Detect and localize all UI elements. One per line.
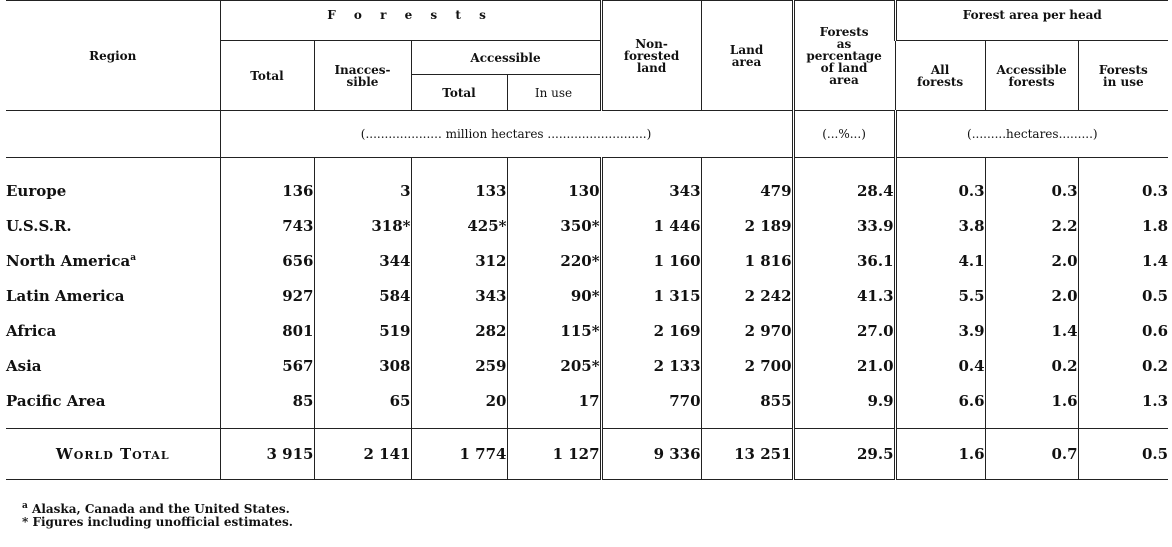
region-name: Asia bbox=[6, 357, 42, 375]
value-cell: 36.1 bbox=[793, 244, 895, 279]
region-header-label: Region bbox=[89, 48, 137, 63]
value-cell: 220* bbox=[507, 244, 601, 279]
total-value-cell: 9 336 bbox=[601, 429, 701, 480]
value-cell: 344 bbox=[314, 244, 411, 279]
non-forested-header bbox=[601, 1, 701, 111]
value-cell: 1.6 bbox=[985, 384, 1078, 419]
value-cell: 3.9 bbox=[895, 314, 985, 349]
value-cell: 743 bbox=[220, 209, 314, 244]
value-cell: 20 bbox=[411, 384, 507, 419]
value-cell: 927 bbox=[220, 279, 314, 314]
value-cell: 1 160 bbox=[601, 244, 701, 279]
non-forested-label: Non- forested land bbox=[623, 36, 680, 75]
value-cell: 350* bbox=[507, 209, 601, 244]
region-cell bbox=[6, 209, 220, 244]
total-value-cell: 1 774 bbox=[411, 429, 507, 480]
value-cell: 282 bbox=[411, 314, 507, 349]
accessible-group-header bbox=[411, 41, 601, 75]
forests-percentage-header bbox=[793, 1, 895, 111]
region-name: North America bbox=[6, 252, 131, 270]
value-cell: 4.1 bbox=[895, 244, 985, 279]
table-row bbox=[6, 314, 1168, 349]
value-cell: 0.3 bbox=[985, 174, 1078, 209]
world-total-label: World Total bbox=[55, 445, 170, 463]
units-million-hectares bbox=[220, 111, 793, 158]
value-cell: 28.4 bbox=[793, 174, 895, 209]
value-cell: 2 133 bbox=[601, 349, 701, 384]
value-cell: 41.3 bbox=[793, 279, 895, 314]
footnote-a bbox=[22, 500, 293, 516]
total-value-cell: 2 141 bbox=[314, 429, 411, 480]
value-cell: 855 bbox=[701, 384, 793, 419]
forest-table-container bbox=[6, 0, 1168, 480]
value-cell: 17 bbox=[507, 384, 601, 419]
table-row bbox=[6, 209, 1168, 244]
value-cell: 2 242 bbox=[701, 279, 793, 314]
accessible-in-use-header bbox=[507, 75, 601, 111]
table-row bbox=[6, 244, 1168, 279]
value-cell: 1.3 bbox=[1078, 384, 1168, 419]
footnote-marker: a bbox=[130, 253, 137, 263]
total-value-cell: 1.6 bbox=[895, 429, 985, 480]
per-head-group-header bbox=[895, 1, 1168, 41]
region-name: Africa bbox=[6, 322, 57, 340]
value-cell: 312 bbox=[411, 244, 507, 279]
value-cell: 65 bbox=[314, 384, 411, 419]
region-cell bbox=[6, 349, 220, 384]
value-cell: 6.6 bbox=[895, 384, 985, 419]
value-cell: 1 816 bbox=[701, 244, 793, 279]
forest-area-table bbox=[6, 0, 1168, 480]
units-hectares bbox=[895, 111, 1168, 158]
total-value-cell: 0.7 bbox=[985, 429, 1078, 480]
region-name: Europe bbox=[6, 182, 67, 200]
region-cell bbox=[6, 314, 220, 349]
region-cell bbox=[6, 279, 220, 314]
value-cell: 2.0 bbox=[985, 244, 1078, 279]
value-cell: 33.9 bbox=[793, 209, 895, 244]
value-cell: 656 bbox=[220, 244, 314, 279]
footnote-star bbox=[22, 516, 293, 529]
value-cell: 136 bbox=[220, 174, 314, 209]
total-header-label: Total bbox=[250, 68, 284, 83]
value-cell: 2 169 bbox=[601, 314, 701, 349]
forests-in-use-label: Forests in use bbox=[1098, 62, 1148, 89]
value-cell: 1.4 bbox=[1078, 244, 1168, 279]
value-cell: 567 bbox=[220, 349, 314, 384]
region-header bbox=[6, 1, 220, 111]
units-percent bbox=[793, 111, 895, 158]
world-total-row bbox=[6, 429, 1168, 480]
value-cell: 0.2 bbox=[1078, 349, 1168, 384]
value-cell: 2 700 bbox=[701, 349, 793, 384]
inaccessible-header bbox=[314, 41, 411, 111]
accessible-group-label: Accessible bbox=[470, 50, 541, 65]
value-cell: 9.9 bbox=[793, 384, 895, 419]
footnote-a-marker: a bbox=[22, 501, 28, 511]
value-cell: 519 bbox=[314, 314, 411, 349]
value-cell: 90* bbox=[507, 279, 601, 314]
region-name: U.S.S.R. bbox=[6, 217, 72, 235]
value-cell: 343 bbox=[411, 279, 507, 314]
value-cell: 133 bbox=[411, 174, 507, 209]
forests-in-use-header bbox=[1078, 41, 1168, 111]
value-cell: 801 bbox=[220, 314, 314, 349]
accessible-forests-header bbox=[985, 41, 1078, 111]
footnotes bbox=[22, 500, 293, 529]
forests-percentage-label: Forests as percentage of land area bbox=[806, 24, 882, 87]
footnote-star-text: * Figures including unofficial estimates. bbox=[22, 515, 293, 529]
total-value-cell: 1 127 bbox=[507, 429, 601, 480]
accessible-total-header bbox=[411, 75, 507, 111]
value-cell: 0.3 bbox=[895, 174, 985, 209]
value-cell: 1.4 bbox=[985, 314, 1078, 349]
land-area-label: Land area bbox=[729, 42, 764, 69]
value-cell: 0.5 bbox=[1078, 279, 1168, 314]
value-cell: 3.8 bbox=[895, 209, 985, 244]
value-cell: 2 189 bbox=[701, 209, 793, 244]
region-name: Pacific Area bbox=[6, 392, 106, 410]
value-cell: 27.0 bbox=[793, 314, 895, 349]
value-cell: 308 bbox=[314, 349, 411, 384]
value-cell: 0.3 bbox=[1078, 174, 1168, 209]
value-cell: 318* bbox=[314, 209, 411, 244]
value-cell: 2 970 bbox=[701, 314, 793, 349]
land-area-header bbox=[701, 1, 793, 111]
value-cell: 0.4 bbox=[895, 349, 985, 384]
value-cell: 343 bbox=[601, 174, 701, 209]
accessible-forests-label: Accessible forests bbox=[996, 62, 1067, 89]
value-cell: 1.8 bbox=[1078, 209, 1168, 244]
value-cell: 85 bbox=[220, 384, 314, 419]
units-region-cell bbox=[6, 111, 220, 158]
value-cell: 2.0 bbox=[985, 279, 1078, 314]
value-cell: 479 bbox=[701, 174, 793, 209]
table-row bbox=[6, 174, 1168, 209]
region-cell bbox=[6, 244, 220, 279]
accessible-total-label: Total bbox=[442, 85, 476, 100]
value-cell: 205* bbox=[507, 349, 601, 384]
total-value-cell: 29.5 bbox=[793, 429, 895, 480]
value-cell: 0.6 bbox=[1078, 314, 1168, 349]
accessible-in-use-label: In use bbox=[534, 85, 573, 100]
value-cell: 770 bbox=[601, 384, 701, 419]
value-cell: 1 446 bbox=[601, 209, 701, 244]
region-cell bbox=[6, 174, 220, 209]
table-row bbox=[6, 279, 1168, 314]
value-cell: 584 bbox=[314, 279, 411, 314]
units-hectares-label: (.........hectares.........) bbox=[967, 127, 1098, 141]
region-name: Latin America bbox=[6, 287, 125, 305]
total-value-cell: 0.5 bbox=[1078, 429, 1168, 480]
total-header bbox=[220, 41, 314, 111]
inaccessible-header-label: Inacces- sible bbox=[334, 62, 391, 89]
value-cell: 115* bbox=[507, 314, 601, 349]
units-percent-label: (...%...) bbox=[822, 127, 866, 141]
value-cell: 0.2 bbox=[985, 349, 1078, 384]
value-cell: 1 315 bbox=[601, 279, 701, 314]
value-cell: 3 bbox=[314, 174, 411, 209]
total-value-cell: 3 915 bbox=[220, 429, 314, 480]
table-row bbox=[6, 384, 1168, 419]
value-cell: 5.5 bbox=[895, 279, 985, 314]
value-cell: 130 bbox=[507, 174, 601, 209]
table-row bbox=[6, 349, 1168, 384]
all-forests-label: All forests bbox=[916, 62, 964, 89]
value-cell: 2.2 bbox=[985, 209, 1078, 244]
forests-group-label: F o r e s t s bbox=[327, 8, 493, 22]
value-cell: 259 bbox=[411, 349, 507, 384]
total-value-cell: 13 251 bbox=[701, 429, 793, 480]
footnote-a-text: Alaska, Canada and the United States. bbox=[32, 502, 290, 516]
value-cell: 21.0 bbox=[793, 349, 895, 384]
per-head-group-label: Forest area per head bbox=[962, 8, 1102, 22]
all-forests-header bbox=[895, 41, 985, 111]
forests-group-header bbox=[220, 1, 601, 41]
region-cell bbox=[6, 384, 220, 419]
units-million-hectares-label: (.................... million hectares ..........................) bbox=[360, 127, 652, 141]
value-cell: 425* bbox=[411, 209, 507, 244]
